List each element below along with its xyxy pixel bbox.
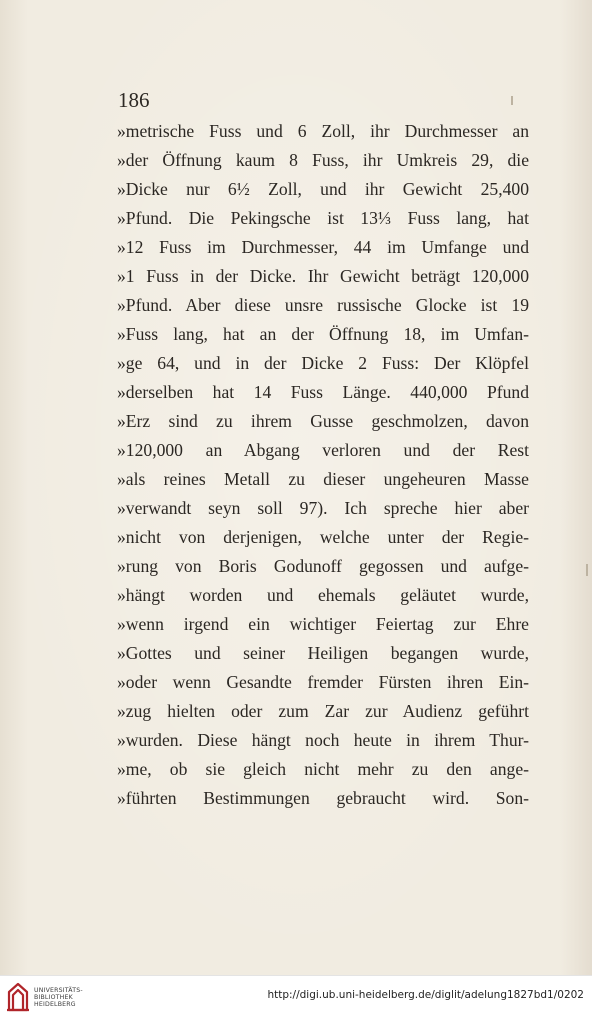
text-line: »der Öffnung kaum 8 Fuss, ihr Umkreis 29, die (117, 150, 529, 170)
library-logo-link[interactable] (6, 982, 116, 1012)
library-emblem-icon (6, 982, 30, 1012)
text-line: »zug hielten oder zum Zar zur Audienz geführt (117, 701, 529, 721)
page-edge-mark (586, 564, 588, 576)
text-line: »Pfund. Die Pekingsche ist 13⅓ Fuss lang, hat (117, 208, 529, 228)
text-line: »Dicke nur 6½ Zoll, und ihr Gewicht 25,400 (117, 179, 529, 199)
text-line: »als reines Metall zu dieser ungeheuren Masse (117, 469, 529, 489)
library-name-line: BIBLIOTHEK (34, 994, 73, 1001)
text-line: »wenn irgend ein wichtiger Feiertag zur Ehre (117, 614, 529, 634)
library-name-line: HEIDELBERG (34, 1001, 76, 1008)
text-line: »führten Bestimmungen gebraucht wird. Son- (117, 788, 529, 808)
text-line: »Fuss lang, hat an der Öffnung 18, im Umfan- (117, 324, 529, 344)
text-line: »rung von Boris Godunoff gegossen und aufge- (117, 556, 529, 576)
text-line: »Erz sind zu ihrem Gusse geschmolzen, davon (117, 411, 529, 431)
page-number: 186 (118, 88, 150, 112)
text-line: »nicht von derjenigen, welche unter der Regie- (117, 527, 529, 547)
text-line: »me, ob sie gleich nicht mehr zu den ange- (117, 759, 529, 779)
text-line: »120,000 an Abgang verloren und der Rest (117, 440, 529, 460)
text-line: »derselben hat 14 Fuss Länge. 440,000 Pfund (117, 382, 529, 402)
text-line: »verwandt seyn soll 97). Ich spreche hier aber (117, 498, 529, 518)
text-line: »oder wenn Gesandte fremder Fürsten ihren Ein- (117, 672, 529, 692)
body-text (117, 117, 529, 813)
text-line: »Pfund. Aber diese unsre russische Glocke ist 19 (117, 295, 529, 315)
library-name (34, 987, 83, 1008)
text-line: »metrische Fuss und 6 Zoll, ihr Durchmesser an (117, 121, 529, 141)
source-url-link[interactable]: http://digi.ub.uni-heidelberg.de/diglit/adelung1827bd1/0202 (267, 989, 584, 1001)
page-edge-mark (511, 96, 513, 105)
text-line: »12 Fuss im Durchmesser, 44 im Umfange und (117, 237, 529, 257)
library-name-line: UNIVERSITÄTS- (34, 987, 83, 994)
text-line: »hängt worden und ehemals geläutet wurde, (117, 585, 529, 605)
text-line: »Gottes und seiner Heiligen begangen wurde, (117, 643, 529, 663)
viewer-footer (0, 975, 592, 1018)
text-line: »wurden. Diese hängt noch heute in ihrem Thur- (117, 730, 529, 750)
text-line: »1 Fuss in der Dicke. Ihr Gewicht beträgt 120,000 (117, 266, 529, 286)
text-line: »ge 64, und in der Dicke 2 Fuss: Der Klöpfel (117, 353, 529, 373)
